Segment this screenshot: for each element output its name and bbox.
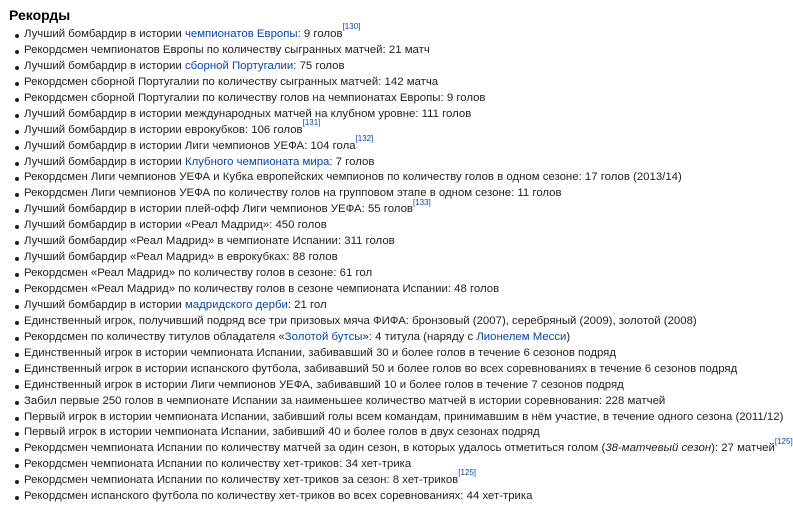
record-text: Рекордсмен «Реал Мадрид» по количеству голов в сезоне чемпионата Испании: 48 голов bbox=[24, 283, 500, 295]
list-item bbox=[0, 346, 700, 362]
record-text: ) bbox=[566, 330, 571, 343]
record-text: Лучший бомбардир в истории еврокубков: 106 голов bbox=[24, 123, 303, 136]
record-text: Рекордсмен чемпионата Испании по количеству матчей за один сезон, в которых удалось отметиться голом ( bbox=[24, 442, 606, 455]
list-item bbox=[0, 170, 700, 186]
record-text: Лучший бомбардир в истории bbox=[24, 59, 185, 72]
list-item bbox=[0, 425, 700, 441]
record-text: »: 4 титула (наряду с bbox=[362, 330, 477, 343]
wiki-link[interactable]: мадридского дерби bbox=[184, 298, 288, 311]
record-text: Единственный игрок в истории испанского футбола, забивавший 50 и более голов во всех соревнованиях в течение 6 сезонов подряд bbox=[24, 362, 738, 375]
record-text: : 7 голов bbox=[329, 155, 375, 168]
list-item bbox=[0, 107, 700, 123]
list-item bbox=[0, 314, 700, 330]
list-item bbox=[0, 468, 700, 489]
record-text: : 9 голов bbox=[297, 28, 343, 40]
list-item bbox=[0, 250, 700, 266]
list-item bbox=[0, 298, 700, 314]
record-text: ): 27 матчей bbox=[711, 442, 775, 455]
list-item bbox=[0, 457, 700, 473]
record-text: Рекордсмен чемпионата Испании по количеству хет-триков: 34 хет-трика bbox=[24, 458, 412, 471]
list-item bbox=[0, 436, 793, 457]
record-text: Первый игрок в истории чемпионата Испании, забивший 40 и более голов в двух сезонах подряд bbox=[24, 426, 540, 439]
record-text: Рекордсмен Лиги чемпионов УЕФА по количеству голов на групповом этапе в одном сезоне: 11 голов bbox=[24, 187, 562, 200]
record-text: Лучший бомбардир в истории bbox=[24, 28, 185, 40]
record-text: Первый игрок в истории чемпионата Испании, забивший голы всем командам, принимавшим в нём участие, в течение одного сезона (2011/12) bbox=[24, 410, 784, 423]
reference-link[interactable]: [125] bbox=[458, 468, 477, 478]
list-item bbox=[0, 59, 700, 75]
wiki-link[interactable]: чемпионатов Европы bbox=[184, 28, 298, 40]
list-item bbox=[0, 117, 700, 139]
record-text: Рекордсмен Лиги чемпионов УЕФА и Кубка европейских чемпионов по количеству голов в одном сезоне: 17 голов (2013/14) bbox=[24, 171, 682, 184]
list-item bbox=[0, 394, 700, 410]
record-text: Лучший бомбардир в истории международных матчей на клубном уровне: 111 голов bbox=[24, 107, 472, 120]
list-item bbox=[0, 43, 700, 59]
reference-link[interactable]: [125] bbox=[774, 436, 793, 446]
record-text: Лучший бомбардир в истории bbox=[24, 155, 185, 168]
list-item bbox=[0, 91, 700, 107]
record-text: Рекордсмен по количеству титулов обладателя « bbox=[24, 330, 285, 343]
list-item bbox=[0, 234, 700, 250]
record-text: Рекордсмен сборной Португалии по количеству сыгранных матчей: 142 матча bbox=[24, 75, 439, 88]
list-item bbox=[0, 75, 700, 91]
record-text: Рекордсмен «Реал Мадрид» по количеству голов в сезоне: 61 гол bbox=[24, 267, 373, 280]
list-item bbox=[0, 155, 700, 171]
section-heading: Рекорды bbox=[9, 7, 71, 23]
record-text: Забил первые 250 голов в чемпионате Испании за наименьшее количество матчей в истории соревнования: 228 матчей bbox=[24, 394, 666, 407]
list-item bbox=[0, 266, 700, 282]
record-text: : 75 голов bbox=[293, 59, 345, 72]
reference-link[interactable]: [132] bbox=[355, 133, 374, 143]
record-text: Лучший бомбардир в истории bbox=[24, 298, 185, 311]
record-text: Рекордсмен чемпионата Испании по количеству хет-триков за сезон: 8 хет-триков bbox=[24, 474, 459, 487]
records-list bbox=[0, 22, 793, 505]
record-text: Рекордсмен сборной Португалии по количеству голов на чемпионатах Европы: 9 голов bbox=[24, 91, 486, 104]
list-item bbox=[0, 218, 700, 234]
list-item bbox=[0, 330, 700, 346]
list-item bbox=[0, 186, 700, 202]
record-text: : 21 гол bbox=[287, 298, 327, 311]
list-item bbox=[0, 378, 700, 394]
record-text: Рекордсмен чемпионатов Европы по количеству сыгранных матчей: 21 матч bbox=[24, 43, 430, 56]
wiki-link[interactable]: Клубного чемпионата мира bbox=[184, 155, 330, 168]
record-text: Лучший бомбардир в истории Лиги чемпионов УЕФА: 104 гола bbox=[24, 139, 356, 152]
list-item bbox=[0, 197, 700, 218]
reference-link[interactable]: [130] bbox=[342, 22, 361, 32]
record-text: Лучший бомбардир в истории плей-офф Лиги чемпионов УЕФА: 55 голов bbox=[24, 203, 413, 216]
record-text: Единственный игрок, получивший подряд все три призовых мяча ФИФА: бронзовый (2007), серебряный (2009), золотой (2008) bbox=[24, 314, 697, 327]
record-text: Лучший бомбардир в истории «Реал Мадрид»: 450 голов bbox=[24, 219, 327, 232]
record-text: Лучший бомбардир «Реал Мадрид» в чемпионате Испании: 311 голов bbox=[24, 235, 395, 248]
reference-link[interactable]: [133] bbox=[412, 197, 431, 207]
italic-text: 38-матчевый сезон bbox=[605, 442, 712, 455]
wiki-link[interactable]: Золотой бутсы bbox=[284, 330, 363, 343]
record-text: Лучший бомбардир «Реал Мадрид» в еврокубках: 88 голов bbox=[24, 251, 338, 264]
list-item bbox=[0, 22, 700, 43]
record-text: Рекордсмен испанского футбола по количеству хет-триков во всех соревнованиях: 44 хет-трика bbox=[24, 490, 533, 503]
wiki-link[interactable]: сборной Португалии bbox=[184, 59, 294, 72]
record-text: Единственный игрок в истории Лиги чемпионов УЕФА, забивавший 10 и более голов в течение 7 сезонов подряд bbox=[24, 378, 624, 391]
list-item bbox=[0, 362, 738, 378]
record-text: Единственный игрок в истории чемпионата Испании, забивавший 30 и более голов в течение 6 сезонов подряд bbox=[24, 346, 616, 359]
wiki-link[interactable]: Лионелем Месси bbox=[476, 330, 567, 343]
reference-link[interactable]: [131] bbox=[302, 117, 321, 127]
list-item bbox=[0, 133, 700, 155]
list-item bbox=[0, 410, 784, 426]
list-item bbox=[0, 282, 700, 298]
list-item bbox=[0, 489, 700, 505]
